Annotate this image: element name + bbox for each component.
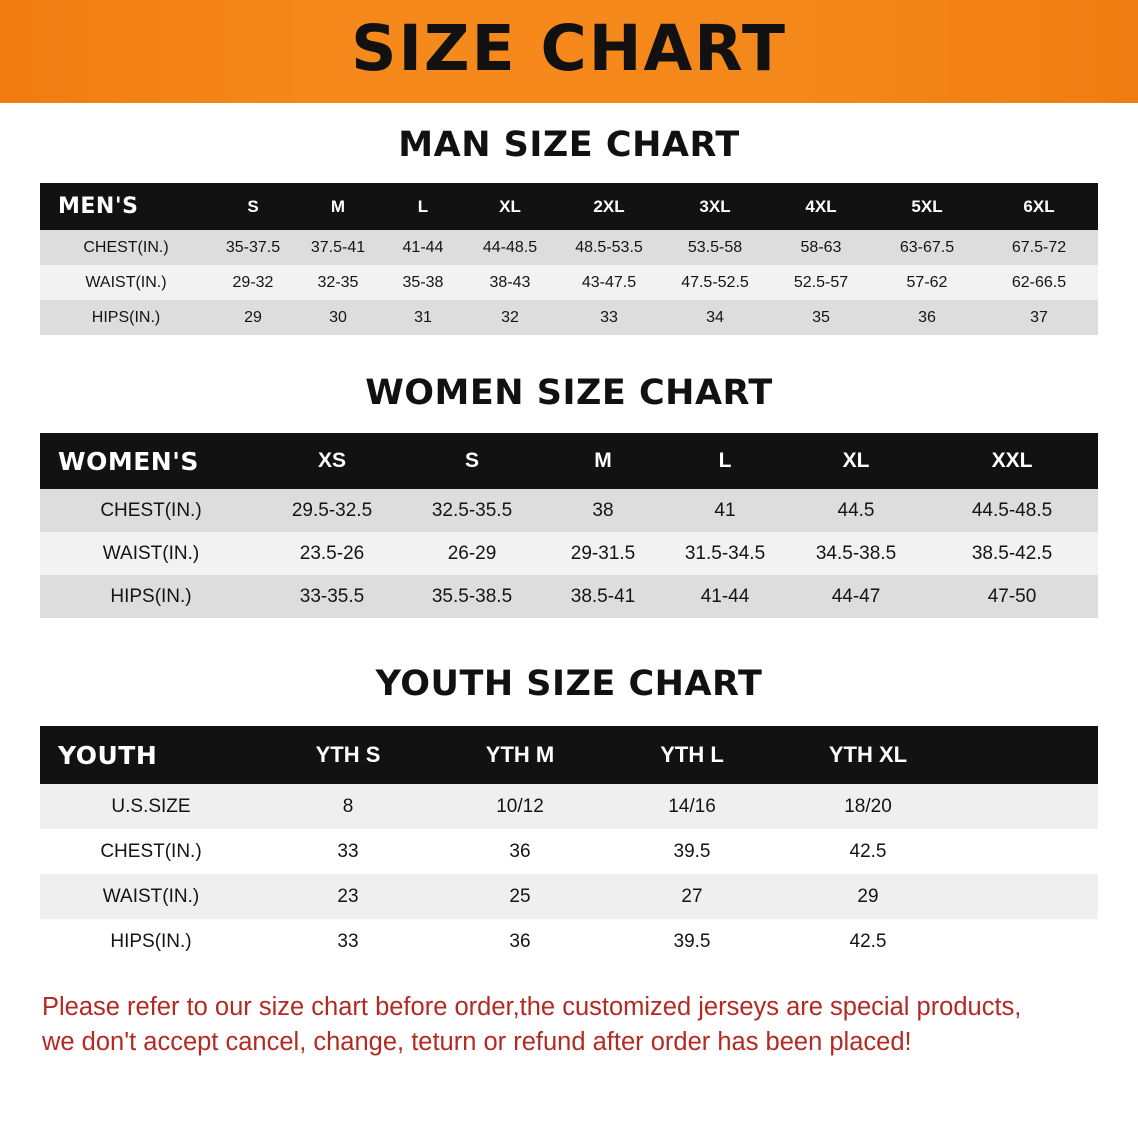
men-row-1-label: WAIST(IN.) [40,265,212,300]
youth-r0c3: 18/20 [778,784,958,829]
men-r1c0: 29-32 [212,265,294,300]
women-r2c1: 35.5-38.5 [402,575,542,618]
table-row [40,300,1098,335]
men-col-7: 5XL [911,196,943,216]
women-col-3: L [718,449,732,472]
youth-r2c0: 23 [262,874,434,919]
women-table-wrapper [40,433,1098,618]
women-r0c5: 44.5-48.5 [926,489,1098,532]
youth-col-3: YTH XL [828,742,908,767]
banner [0,0,1138,103]
men-r2c3: 32 [464,300,556,335]
youth-corner-label: YOUTH [58,740,158,770]
youth-r0c2: 14/16 [606,784,778,829]
youth-r3c3: 42.5 [778,919,958,964]
women-r0c0: 29.5-32.5 [262,489,402,532]
youth-r1-spacer [958,829,1098,874]
youth-r1c0: 33 [262,829,434,874]
women-row-2-label: HIPS(IN.) [40,575,262,618]
youth-r0-spacer [958,784,1098,829]
men-col-2: L [417,196,429,216]
youth-r3c2: 39.5 [606,919,778,964]
youth-r0c1: 10/12 [434,784,606,829]
youth-section-heading: YOUTH SIZE CHART [375,664,763,704]
table-row [40,532,1098,575]
men-r2c1: 30 [294,300,382,335]
man-table-wrapper [40,183,1098,335]
men-col-4: 2XL [593,196,625,216]
youth-size-table [40,726,1098,964]
disclaimer-line-2: we don't accept cancel, change, teturn or refund after order has been placed! [42,1028,912,1057]
men-r1c7: 57-62 [874,265,980,300]
disclaimer-line-1: Please refer to our size chart before order,the customized jerseys are special products, [42,993,1022,1021]
table-row [40,265,1098,300]
youth-r1c3: 42.5 [778,829,958,874]
women-r0c3: 41 [664,489,786,532]
men-row-0-label: CHEST(IN.) [40,230,212,265]
youth-r2c2: 27 [606,874,778,919]
youth-r2-spacer [958,874,1098,919]
men-col-5: 3XL [699,196,731,216]
table-row [40,919,1098,964]
women-col-4: XL [842,449,870,472]
men-r0c0: 35-37.5 [212,230,294,265]
men-col-1: M [330,196,346,216]
women-r2c5: 47-50 [926,575,1098,618]
women-r2c0: 33-35.5 [262,575,402,618]
women-r1c1: 26-29 [402,532,542,575]
youth-row-0-label: U.S.SIZE [40,784,262,829]
table-row [40,829,1098,874]
men-col-3: XL [499,196,521,216]
man-section-heading: MAN SIZE CHART [398,125,740,165]
table-row [40,575,1098,618]
women-row-1-label: WAIST(IN.) [40,532,262,575]
men-r2c8: 37 [980,300,1098,335]
women-r2c3: 41-44 [664,575,786,618]
men-r1c5: 47.5-52.5 [662,265,768,300]
page-title: SIZE CHART [351,12,787,85]
men-col-6: 4XL [805,196,837,216]
men-r0c8: 67.5-72 [980,230,1098,265]
men-r2c6: 35 [768,300,874,335]
youth-col-1: YTH M [485,742,555,767]
men-r0c4: 48.5-53.5 [556,230,662,265]
women-r1c4: 34.5-38.5 [786,532,926,575]
youth-table-wrapper [40,726,1098,964]
men-r0c5: 53.5-58 [662,230,768,265]
youth-r1c2: 39.5 [606,829,778,874]
men-corner-label: MEN'S [58,194,139,219]
women-corner-label: WOMEN'S [58,446,199,476]
men-row-2-label: HIPS(IN.) [40,300,212,335]
youth-row-1-label: CHEST(IN.) [40,829,262,874]
women-r1c2: 29-31.5 [542,532,664,575]
women-r0c4: 44.5 [786,489,926,532]
youth-r3c0: 33 [262,919,434,964]
men-r2c5: 34 [662,300,768,335]
women-r0c2: 38 [542,489,664,532]
youth-r2c3: 29 [778,874,958,919]
women-size-table [40,433,1098,618]
youth-col-spacer [958,726,1098,784]
disclaimer-note [42,990,1096,1060]
table-header-row [40,433,1098,489]
table-row [40,230,1098,265]
men-col-8: 6XL [1023,196,1055,216]
men-r1c1: 32-35 [294,265,382,300]
women-r2c4: 44-47 [786,575,926,618]
table-row [40,489,1098,532]
youth-col-0: YTH S [315,742,381,767]
youth-row-3-label: HIPS(IN.) [40,919,262,964]
women-r1c3: 31.5-34.5 [664,532,786,575]
men-r0c7: 63-67.5 [874,230,980,265]
youth-r3c1: 36 [434,919,606,964]
table-row [40,874,1098,919]
men-r0c6: 58-63 [768,230,874,265]
youth-col-2: YTH L [660,742,724,767]
men-r2c7: 36 [874,300,980,335]
women-col-5: XXL [991,449,1033,472]
women-col-0: XS [317,449,346,472]
men-r1c3: 38-43 [464,265,556,300]
women-r1c0: 23.5-26 [262,532,402,575]
women-r2c2: 38.5-41 [542,575,664,618]
men-r2c4: 33 [556,300,662,335]
table-row [40,784,1098,829]
table-header-row [40,183,1098,230]
youth-r0c0: 8 [262,784,434,829]
men-r1c6: 52.5-57 [768,265,874,300]
youth-r2c1: 25 [434,874,606,919]
youth-row-2-label: WAIST(IN.) [40,874,262,919]
men-size-table [40,183,1098,335]
men-r0c1: 37.5-41 [294,230,382,265]
women-col-1: S [464,449,479,472]
women-section-heading: WOMEN SIZE CHART [365,373,773,413]
table-header-row [40,726,1098,784]
women-row-0-label: CHEST(IN.) [40,489,262,532]
men-r0c2: 41-44 [382,230,464,265]
women-col-2: M [594,449,612,472]
men-r1c4: 43-47.5 [556,265,662,300]
men-r1c2: 35-38 [382,265,464,300]
men-r2c0: 29 [212,300,294,335]
youth-r3-spacer [958,919,1098,964]
women-r1c5: 38.5-42.5 [926,532,1098,575]
women-r0c1: 32.5-35.5 [402,489,542,532]
men-col-0: S [247,196,259,216]
men-r0c3: 44-48.5 [464,230,556,265]
men-r1c8: 62-66.5 [980,265,1098,300]
youth-r1c1: 36 [434,829,606,874]
men-r2c2: 31 [382,300,464,335]
